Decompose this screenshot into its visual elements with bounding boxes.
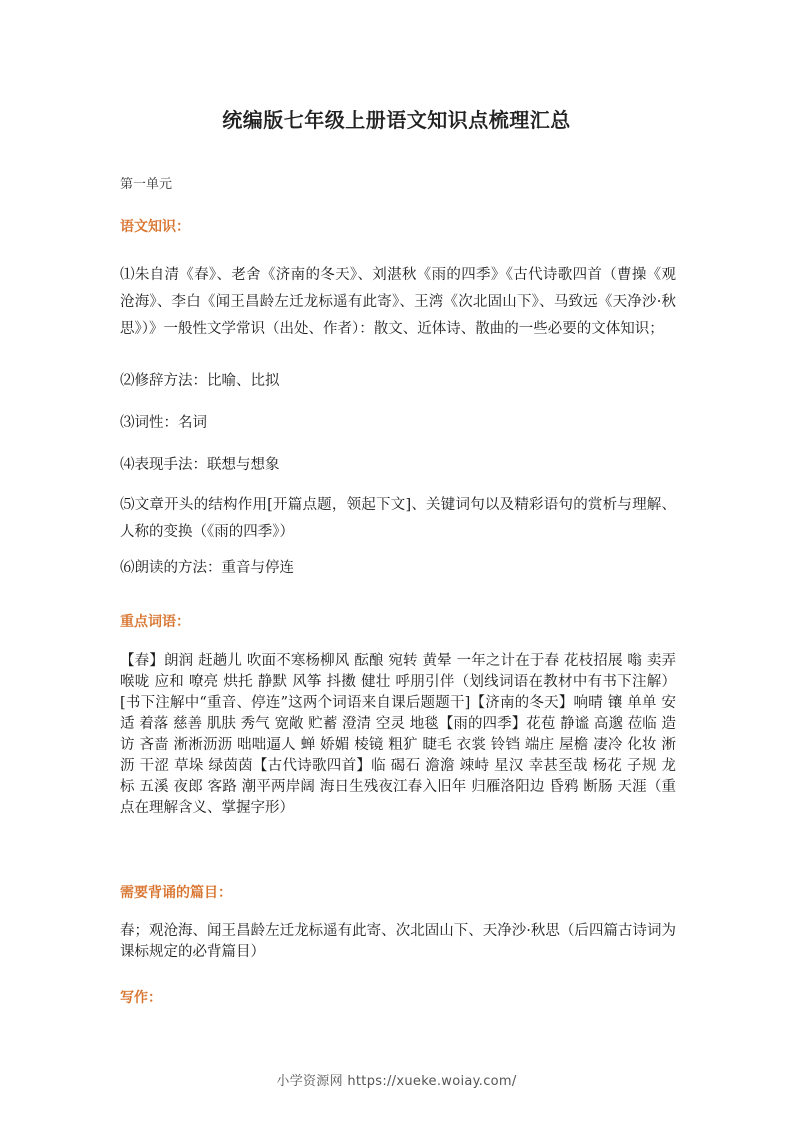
- footer-url-link[interactable]: https://xueke.woiay.com/: [347, 1074, 517, 1089]
- knowledge-item-1: ⑴朱自清《春》、老舍《济南的冬天》、刘湛秋《雨的四季》《古代诗歌四首（曹操《观沧海》、李白《闻王昌龄左迁龙标遥有此寄》、王湾《次北固山下》、马致远《天净沙·秋思》）》一般性文学常识（出处、作者）：散文、近体诗、散曲的一些必要的文体知识；: [120, 267, 676, 337]
- section-heading-writing: 写作：: [120, 990, 162, 1006]
- page-title: 统编版七年级上册语文知识点梳理汇总: [222, 108, 571, 132]
- vocab-text: 【春】朗润 赶趟儿 吹面不寒杨柳风 酝酿 宛转 黄晕 一年之计在于春 花枝招展 嗡 卖弄 喉咙 应和 嘹亮 烘托 静默 风筝 抖擞 健壮 呼朋引伴（划线词语在教材中有书下注解）[书下注解中“重音、停连”这两个词语来自课后题题干]【济南的冬天】响晴 镶 单单 安适 着落 慈善 肌肤 秀气 宽敞 贮蓄 澄清 空灵 地毯【雨的四季】花苞 静谧 高邈 莅临 造访 吝啬 淅淅沥沥 咄咄逼人 蝉 娇媚 棱镜 粗犷 睫毛 衣裳 铃铛 端庄 屋檐 凄冷 化妆 淅沥 干涩 草垛 绿茵茵【古代诗歌四首】临 碣石 澹澹 竦峙 星汉 幸甚至哉 杨花 子规 龙标 五溪 夜郎 客路 潮平两岸阔 海日生残夜江春入旧年 归雁洛阳边 昏鸦 断肠 天涯（重点在理解含义、掌握字形）: [120, 653, 676, 816]
- recite-text: 春；观沧海、闻王昌龄左迁龙标遥有此寄、次北固山下、天净沙·秋思（后四篇古诗词为课标规定的必背篇目）: [120, 923, 676, 960]
- knowledge-item-3: ⑶词性：名词: [120, 415, 207, 431]
- unit-label: 第一单元: [120, 177, 173, 192]
- knowledge-item-2: ⑵修辞方法：比喻、比拟: [120, 373, 280, 389]
- footer-site-name: 小学资源网: [276, 1074, 343, 1089]
- knowledge-item-5: ⑸文章开头的结构作用[开篇点题，领起下文]、关键词句以及精彩语句的赏析与理解、人称的变换（《雨的四季》）: [120, 497, 676, 540]
- section-heading-knowledge: 语文知识：: [120, 219, 190, 235]
- knowledge-item-4: ⑷表现手法：联想与想象: [120, 457, 280, 473]
- section-heading-recite: 需要背诵的篇目：: [120, 885, 232, 901]
- section-heading-vocab: 重点词语：: [120, 614, 190, 630]
- page-footer: [0, 1070, 793, 1089]
- knowledge-item-6: ⑹朗读的方法：重音与停连: [120, 560, 294, 576]
